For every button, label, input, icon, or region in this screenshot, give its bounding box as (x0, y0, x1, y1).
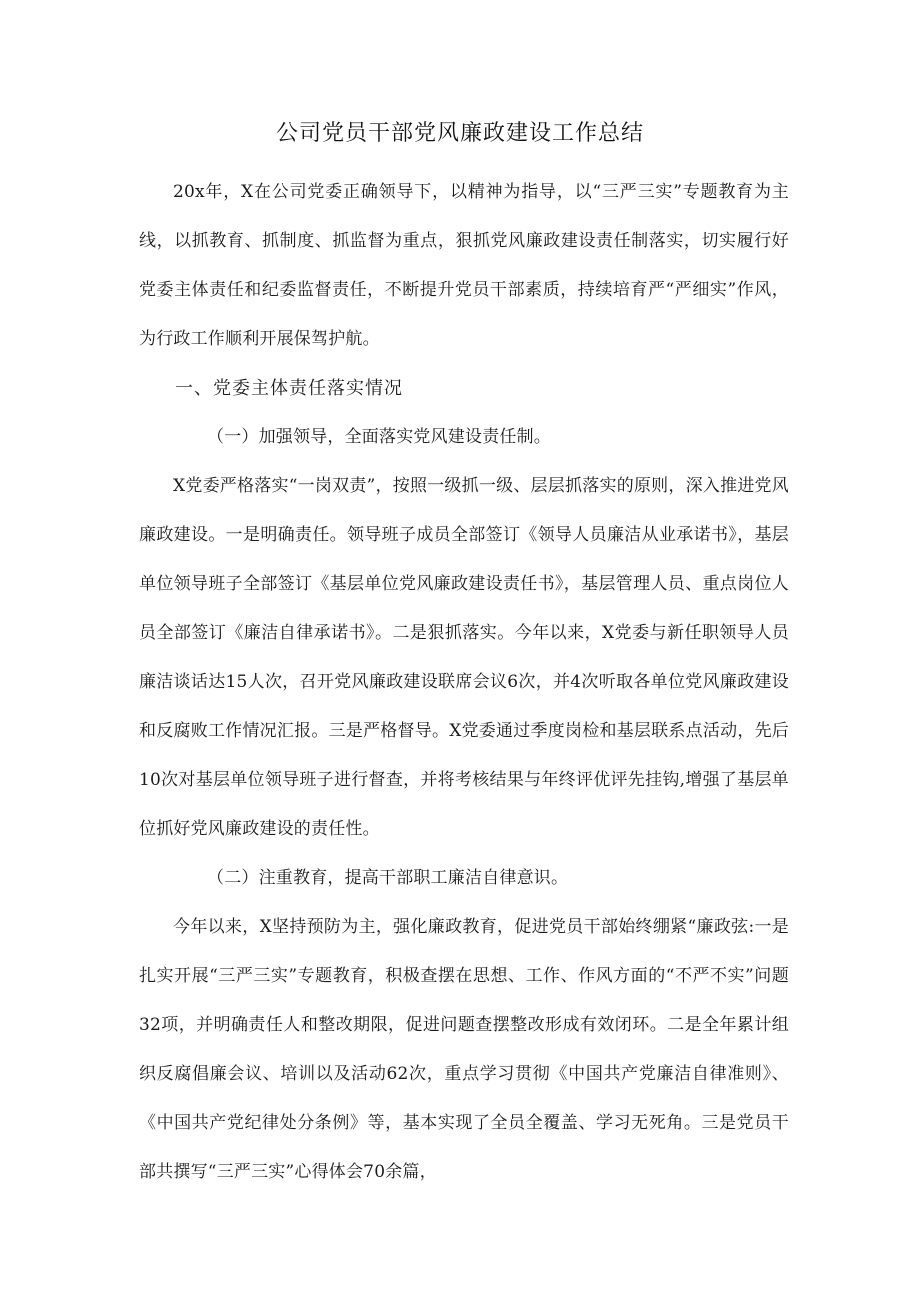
document-title: 公司党员干部党风廉政建设工作总结 (275, 121, 644, 146)
document-body (139, 168, 789, 1197)
subsection-2-paragraph: 今年以来，X坚持预防为主，强化廉政教育，促进党员干部始终绷紧“廉政弦:一是扎实开展“三严三实”专题教育，积极查摆在思想、工作、作风方面的“不严不实”问题32项，并明确责任人和整改期限，促进问题查摆整改形成有效闭环。二是全年累计组织反腐倡廉会议、培训以及活动62次，重点学习贯彻《中国共产党廉洁自律准则》、《中国共产党纪律处分条例》等，基本实现了全员全覆盖、学习无死角。三是党员干部共撰写“三严三实”心得体会70余篇， (139, 917, 789, 1182)
intro-paragraph: 20x年，X在公司党委正确领导下，以精神为指导，以“三严三实”专题教育为主线，以抓教育、抓制度、抓监督为重点，狠抓党风廉政建设责任制落实，切实履行好党委主体责任和纪委监督责任，不断提升党员干部素质，持续培育严“严细实”作风，为行政工作顺利开展保驾护航。 (139, 182, 789, 349)
section-1-heading: 一、党委主体责任落实情况 (175, 378, 403, 399)
subsection-2-heading: （二）注重教育，提高干部职工廉洁自律意识。 (207, 868, 569, 888)
subsection-1-heading: （一）加强领导，全面落实党风建设责任制。 (207, 427, 551, 447)
subsection-1-paragraph: X党委严格落实“一岗双责”，按照一级抓一级、层层抓落实的原则，深入推进党风廉政建设。一是明确责任。领导班子成员全部签订《领导人员廉洁从业承诺书》，基层单位领导班子全部签订《基层单位党风廉政建设责任书》，基层管理人员、重点岗位人员全部签订《廉洁自律承诺书》。二是狠抓落实。今年以来，X党委与新任职领导人员廉洁谈话达15人次，召开党风廉政建设联席会议6次，并4次听取各单位党风廉政建设和反腐败工作情况汇报。三是严格督导。X党委通过季度岗检和基层联系点活动，先后10次对基层单位领导班子进行督查，并将考核结果与年终评优评先挂钩,增强了基层单位抓好党风廉政建设的责任性。 (139, 476, 789, 839)
